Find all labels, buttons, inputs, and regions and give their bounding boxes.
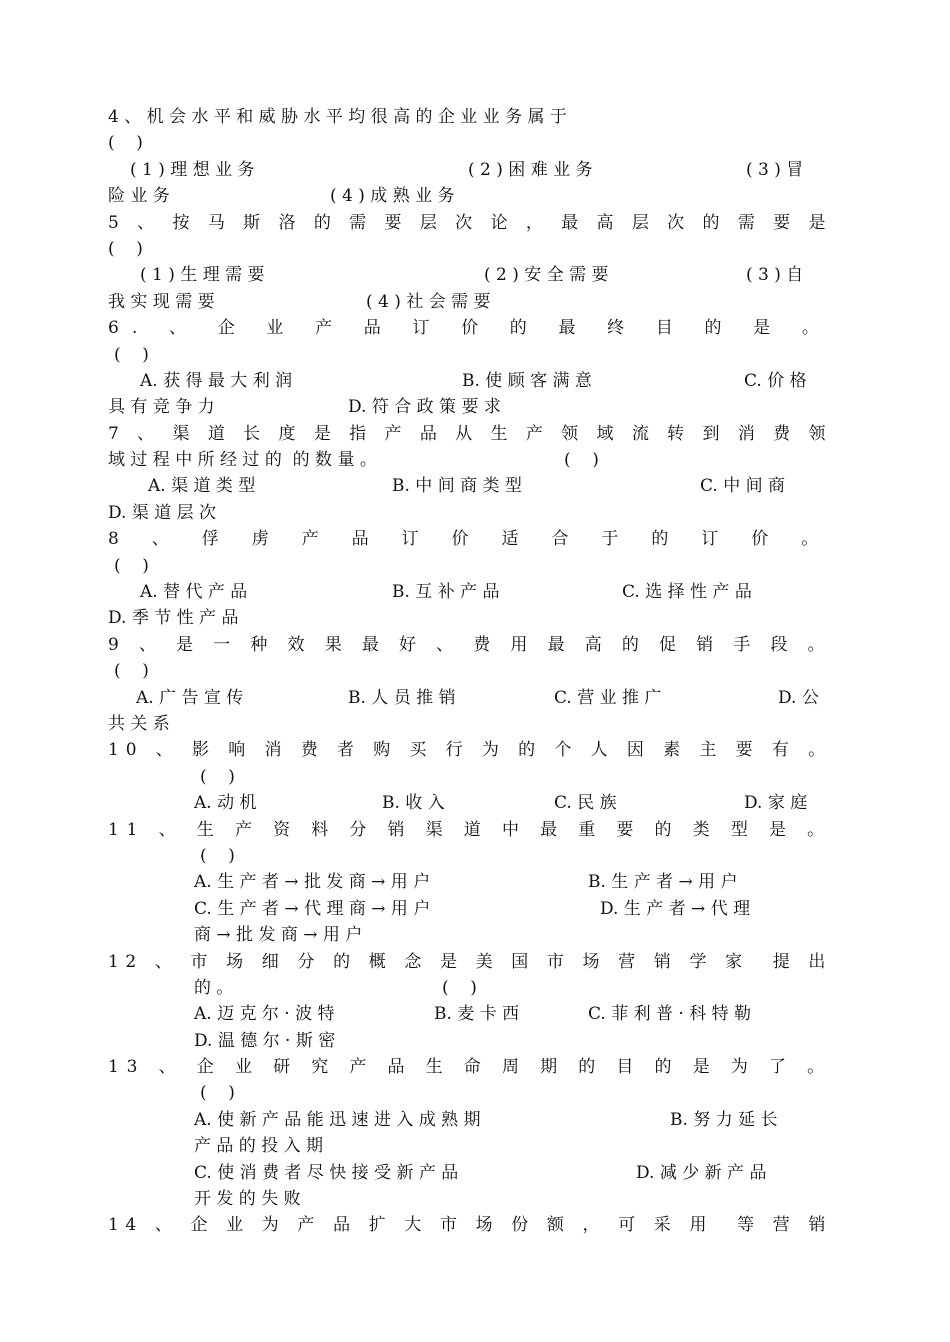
option-d-cont: 商 → 批 发 商 → 用 户 [194,925,363,946]
document-page [108,104,832,1239]
question-12-stem-cont [108,975,832,1001]
option-b-cont: 产 品 的 投 入 期 [194,1136,324,1157]
option-c: C. 选 择 性 产 品 [622,582,752,603]
question-11-stem [108,817,832,843]
option-b: B. 使 顾 客 满 意 [462,370,592,391]
option-d: D. 公 [778,687,819,708]
option-d: D. 生 产 者 → 代 理 [600,898,751,919]
option-c: C. 使 消 费 者 尽 快 接 受 新 产 品 [194,1162,459,1183]
question-14-stem [108,1212,832,1238]
answer-paren [108,553,832,579]
question-5-stem [108,210,832,236]
question-8-options-cont [108,605,832,631]
question-stem-text: 9 、 是 一 种 效 果 最 好 、 费 用 最 高 的 促 销 手 段 。 [108,634,832,655]
option-d-cont: 开 发 的 失 败 [194,1189,301,1210]
option-c: C. 营 业 推 广 [554,687,662,708]
option-b: B. 麦 卡 西 [434,1004,520,1025]
question-11-options [108,869,832,895]
question-6-stem [108,315,832,341]
option-3-cont: 险 业 务 [108,186,170,207]
question-7-options-cont [108,500,832,526]
option-3: ( 3 ) 冒 [746,159,804,180]
question-7-stem [108,421,832,447]
option-b: B. 收 入 [382,793,445,814]
option-c: C. 菲 利 普 · 科 特 勒 [588,1004,752,1025]
option-b: B. 人 员 推 销 [348,687,456,708]
answer-paren-text: ( ) [108,133,143,154]
option-c: C. 中 间 商 [700,476,786,497]
question-8-options [108,579,832,605]
question-13-stem [108,1054,832,1080]
option-a: A. 广 告 宣 传 [136,687,244,708]
question-10-stem [108,737,832,763]
question-10-options [108,790,832,816]
question-8-stem [108,526,832,552]
option-d: D. 减 少 新 产 品 [636,1162,767,1183]
option-b: B. 努 力 延 长 [670,1109,778,1130]
option-a: A. 获 得 最 大 利 润 [140,370,293,391]
question-13-options-cont3 [108,1186,832,1212]
question-stem-text: 5 、 按 马 斯 洛 的 需 要 层 次 论 ， 最 高 层 次 的 需 要 是 [108,212,832,233]
question-stem-text: 12 、 市 场 细 分 的 概 念 是 美 国 市 场 营 销 学 家 提 出 [108,951,832,972]
question-stem-cont: 域 过 程 中 所 经 过 的 的 数 量 。 [108,450,377,471]
answer-paren [108,342,832,368]
option-3-cont: 我 实 现 需 要 [108,291,215,312]
question-stem-text: 10 、 影 响 消 费 者 购 买 行 为 的 个 人 因 素 主 要 有 。 [108,740,832,761]
question-13-options-cont2 [108,1160,832,1186]
option-d: D. 渠 道 层 次 [108,502,217,523]
question-4-stem [108,104,832,130]
question-13-options-cont [108,1133,832,1159]
answer-paren [108,658,832,684]
question-stem-text: 6. 、 企 业 产 品 订 价 的 最 终 目 的 是 。 [108,318,832,339]
question-stem-text: 8 、 俘 虏 产 品 订 价 适 合 于 的 订 价 。 [108,529,832,550]
option-c: C. 民 族 [554,793,617,814]
question-stem-text: 7 、 渠 道 长 度 是 指 产 品 从 生 产 领 域 流 转 到 消 费 领 [108,423,832,444]
answer-paren [108,236,832,262]
question-4-options [108,157,832,183]
question-stem-text: 11 、 生 产 资 料 分 销 渠 道 中 最 重 要 的 类 型 是 。 [108,819,832,840]
option-1: ( 1 ) 生 理 需 要 [140,265,265,286]
question-6-options [108,368,832,394]
option-2: ( 2 ) 安 全 需 要 [484,265,609,286]
question-6-options-cont [108,394,832,420]
option-a: A. 动 机 [194,793,257,814]
question-13-options [108,1107,832,1133]
answer-paren-text: ( ) [114,555,149,576]
answer-paren-text: ( ) [114,344,149,365]
answer-paren [108,1080,832,1106]
question-stem-text: 14 、 企 业 为 产 品 扩 大 市 场 份 额 ， 可 采 用 等 营 销 [108,1215,832,1236]
question-9-options-cont [108,711,832,737]
question-9-options [108,685,832,711]
option-2: ( 2 ) 困 难 业 务 [468,159,593,180]
question-5-options-cont [108,289,832,315]
answer-paren [108,764,832,790]
option-4: ( 4 ) 社 会 需 要 [366,291,491,312]
question-4-options-cont [108,183,832,209]
option-4: ( 4 ) 成 熟 业 务 [330,186,455,207]
answer-paren-text: ( ) [108,238,143,259]
question-stem-cont: 的 。 [194,977,234,998]
option-a: A. 替 代 产 品 [140,582,248,603]
option-b: B. 互 补 产 品 [392,582,500,603]
question-7-stem-cont [108,447,832,473]
answer-paren-text: ( ) [442,977,477,998]
question-12-stem [108,949,832,975]
answer-paren-text: ( ) [200,766,235,787]
answer-paren-text: ( ) [200,845,235,866]
option-c-cont: 具 有 竞 争 力 [108,397,215,418]
option-d: D. 季 节 性 产 品 [108,608,239,629]
option-a: A. 迈 克 尔 · 波 特 [194,1004,335,1025]
answer-paren [108,843,832,869]
answer-paren [108,130,832,156]
answer-paren-text: ( ) [114,661,149,682]
option-d-cont: 共 关 系 [108,713,170,734]
answer-paren-text: ( ) [200,1083,235,1104]
option-d: D. 家 庭 [744,793,808,814]
question-12-options-cont [108,1028,832,1054]
option-a: A. 使 新 产 品 能 迅 速 进 入 成 熟 期 [194,1109,481,1130]
question-11-options-cont2 [108,922,832,948]
option-1: ( 1 ) 理 想 业 务 [130,159,255,180]
question-stem-text: 13 、 企 业 研 究 产 品 生 命 周 期 的 目 的 是 为 了 。 [108,1057,832,1078]
option-d: D. 温 德 尔 · 斯 密 [194,1030,336,1051]
question-9-stem [108,632,832,658]
option-d: D. 符 合 政 策 要 求 [348,397,501,418]
question-5-options [108,262,832,288]
option-c: C. 价 格 [744,370,807,391]
question-7-options [108,473,832,499]
question-12-options [108,1001,832,1027]
answer-paren-text: ( ) [564,450,599,471]
option-3: ( 3 ) 自 [746,265,804,286]
option-c: C. 生 产 者 → 代 理 商 → 用 户 [194,898,431,919]
option-a: A. 生 产 者 → 批 发 商 → 用 户 [194,872,431,893]
option-a: A. 渠 道 类 型 [148,476,256,497]
option-b: B. 中 间 商 类 型 [392,476,522,497]
question-11-options-cont [108,896,832,922]
option-b: B. 生 产 者 → 用 户 [588,872,738,893]
question-stem-text: 4 、 机 会 水 平 和 威 胁 水 平 均 很 高 的 企 业 业 务 属 于 [108,107,567,127]
